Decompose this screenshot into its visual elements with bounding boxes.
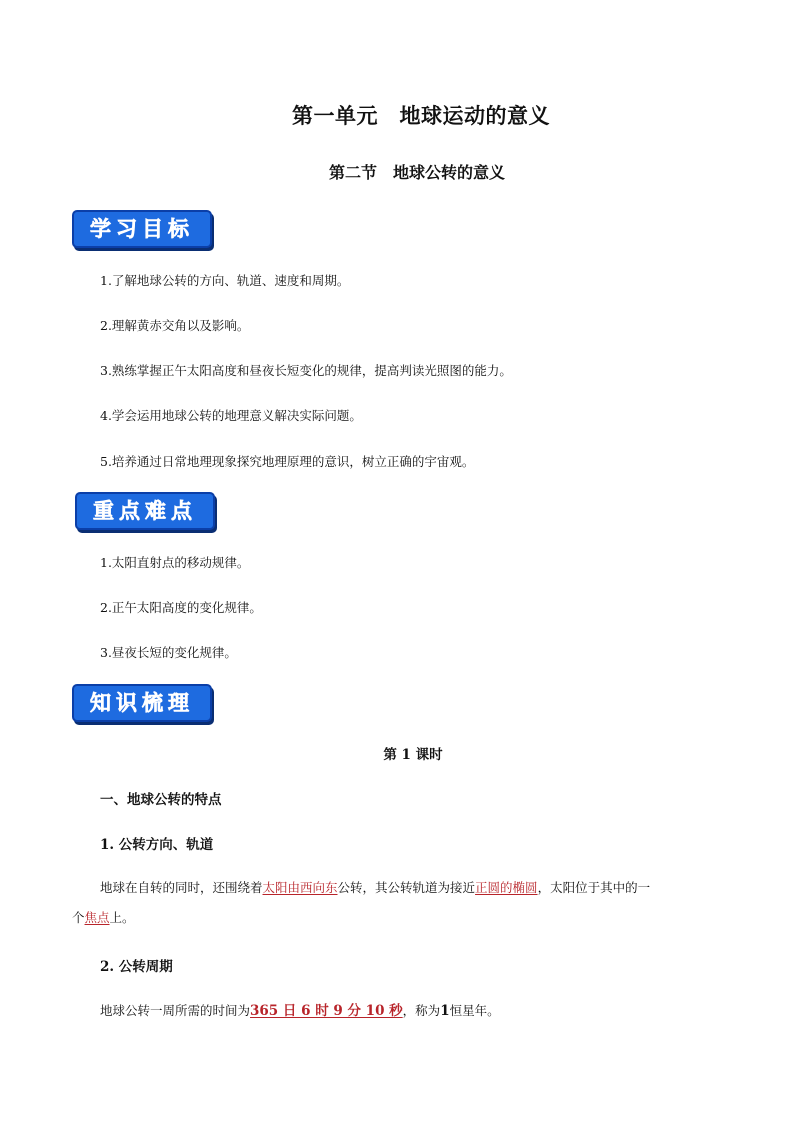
unit-title: 第一单元 地球运动的意义	[292, 103, 550, 128]
section-heading: 一、地球公转的特点	[100, 792, 222, 808]
highlight-focus: 焦点	[84, 910, 110, 925]
paragraph-orbit-line-2	[72, 908, 135, 926]
paragraph-period	[100, 999, 500, 1019]
key-point-item-3: 3.昼夜长短的变化规律。	[100, 645, 237, 660]
key-point-item-1: 1.太阳直射点的移动规律。	[100, 555, 250, 570]
key-point-item-2: 2.正午太阳高度的变化规律。	[100, 600, 262, 615]
text: 地球在自转的同时，还围绕着	[100, 880, 263, 895]
objective-item-4: 4.学会运用地球公转的地理意义解决实际问题。	[100, 408, 362, 423]
lesson-title: 第 1 课时	[383, 747, 443, 763]
subheading-orbit: 1. 公转方向、轨道	[100, 837, 214, 853]
text: ，称为	[402, 1003, 441, 1018]
text: 地球公转一周所需的时间为	[100, 1003, 251, 1018]
section-title: 第二节 地球公转的意义	[328, 163, 505, 182]
highlight-ellipse: 正圆的椭圆	[475, 880, 538, 895]
objective-item-2: 2.理解黄赤交角以及影响。	[100, 318, 250, 333]
objective-item-3: 3.熟练掌握正午太阳高度和昼夜长短变化的规律，提高判读光照图的能力。	[100, 363, 512, 378]
paragraph-orbit-line-1	[100, 878, 650, 896]
text: ，太阳位于其中的一	[537, 880, 651, 895]
highlight-direction: 太阳由西向东	[262, 880, 338, 895]
key-points-badge: 重点难点	[75, 492, 215, 530]
highlight-period: 365 日 6 时 9 分 10 秒	[250, 1003, 403, 1019]
text: 个	[72, 910, 85, 925]
objective-item-5: 5.培养通过日常地理现象探究地理原理的意识，树立正确的宇宙观。	[100, 454, 475, 469]
subheading-period: 2. 公转周期	[100, 959, 173, 975]
text: 恒星年。	[449, 1003, 500, 1018]
bold-number: 1	[440, 1003, 450, 1019]
objective-item-1: 1.了解地球公转的方向、轨道、速度和周期。	[100, 273, 350, 288]
text: 公转，其公转轨道为接近	[337, 880, 476, 895]
text: 上。	[109, 910, 135, 925]
knowledge-badge: 知识梳理	[72, 684, 212, 722]
objectives-badge: 学习目标	[72, 210, 212, 248]
